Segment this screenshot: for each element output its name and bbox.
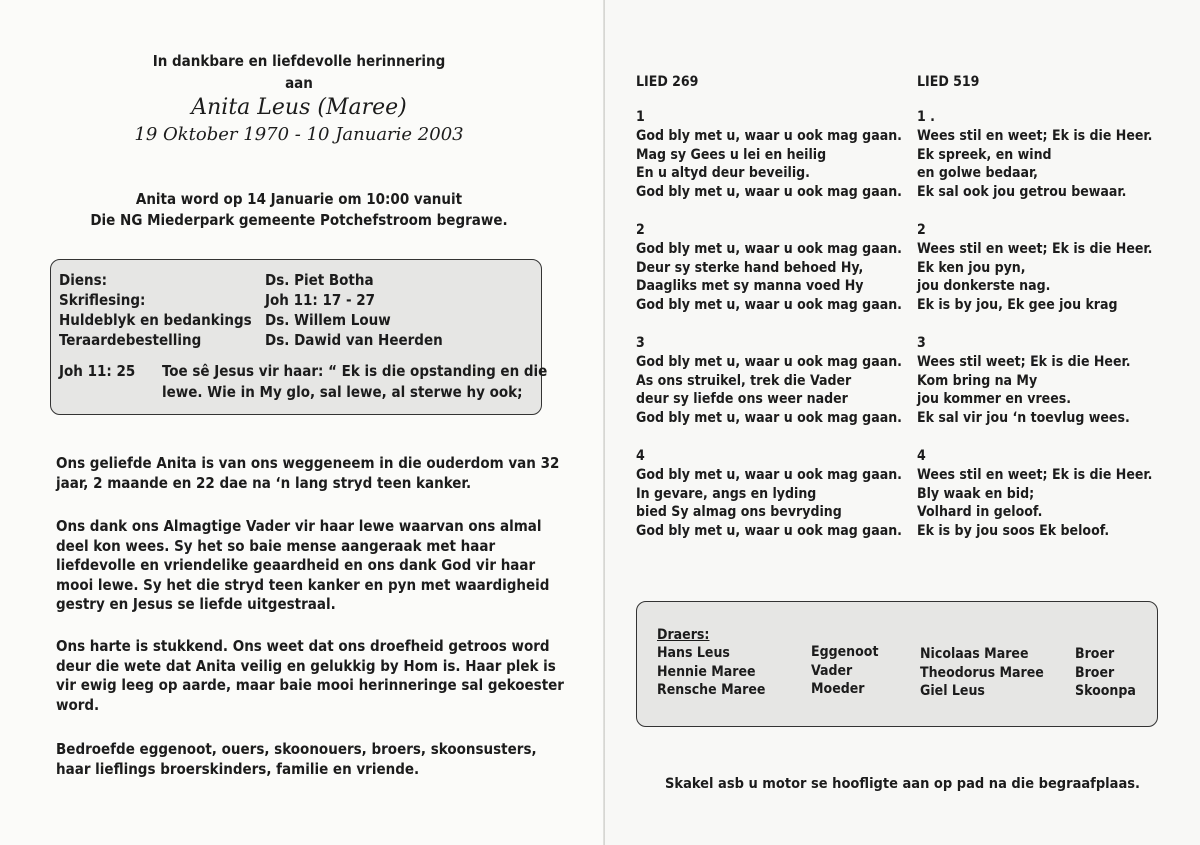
verse-line: jou donkerste nag. (917, 278, 1051, 295)
verse-reference: Joh 11: 25 (59, 362, 136, 380)
song-verse (917, 221, 1152, 315)
verse-line: Volhard in geloof. (917, 504, 1043, 521)
paragraph-line: haar lieflings broerskinders, familie en vriende. (56, 759, 420, 778)
memorial-heading: In dankbare en liefdevolle herinnering (152, 52, 446, 70)
service-value: Ds. Willem Louw (265, 311, 391, 329)
bearer-name: Giel Leus (920, 683, 985, 699)
verse-line: Ek sal vir jou ‘n toevlug wees. (917, 410, 1130, 427)
paragraph-line: Ons harte is stukkend. Ons weet dat ons droefheid getroos word (56, 637, 550, 655)
service-label: Huldeblyk en bedankings (59, 311, 252, 329)
verse-line: God bly met u, waar u ook mag gaan. (636, 297, 902, 314)
bearer-name: Rensche Maree (657, 682, 766, 698)
verse-line: Wees stil en weet; Ek is die Heer. (917, 127, 1153, 144)
verse-line: God bly met u, waar u ook mag gaan. (636, 184, 902, 201)
service-box (50, 259, 548, 415)
verse-number: 1 . (917, 109, 935, 125)
verse-line: Wees stil weet; Ek is die Heer. (917, 353, 1131, 370)
song-verse (917, 447, 1152, 541)
footer-note: Skakel asb u motor se hoofligte aan op pad na die begraafplaas. (665, 776, 1140, 792)
verse-line: Ek spreek, en wind (917, 146, 1052, 163)
bearers-title: Draers: (657, 627, 710, 643)
memorial-heading-aan: aan (285, 74, 313, 92)
verse-line: Deur sy sterke hand behoed Hy, (636, 259, 864, 276)
verse-line: God bly met u, waar u ook mag gaan. (636, 353, 902, 370)
bearer-role: Eggenoot (811, 644, 879, 660)
verse-line: Wees stil en weet; Ek is die Heer. (917, 240, 1153, 257)
verse-line: God bly met u, waar u ook mag gaan. (636, 523, 902, 540)
paragraph-line: vir ewig leeg op aarde, maar baie mooi herinneringe sal gekoester (56, 676, 564, 694)
song-verse (636, 108, 902, 202)
verse-line: Ek sal ook jou getrou bewaar. (917, 184, 1127, 201)
service-label: Teraardebestelling (59, 331, 202, 349)
service-label: Diens: (59, 271, 108, 289)
verse-line: Mag sy Gees u lei en heilig (636, 146, 827, 163)
funeral-announcement-line2: Die NG Miederpark gemeente Potchefstroom begrawe. (90, 211, 508, 229)
service-labels (59, 270, 252, 350)
verse-line: Bly waak en bid; (917, 485, 1035, 502)
paragraph-line: Ons geliefde Anita is van ons weggeneem in die ouderdom van 32 (56, 454, 560, 472)
paragraph-1 (56, 454, 560, 493)
right-page (605, 0, 1200, 845)
verse-line: God bly met u, waar u ook mag gaan. (636, 410, 902, 427)
verse-line: Ek is by jou soos Ek beloof. (917, 523, 1110, 540)
song-title: LIED 269 (636, 74, 699, 90)
life-dates: 19 Oktober 1970 - 10 Januarie 2003 (134, 124, 464, 145)
verse-number: 2 (636, 222, 645, 238)
bearer-name: Theodorus Maree (920, 664, 1044, 681)
bearer-role: Skoonpa (1075, 683, 1136, 699)
paragraph-line: Ons dank ons Almagtige Vader vir haar lewe waarvan ons almal (56, 517, 542, 535)
bearer-name: Nicolaas Maree (920, 646, 1029, 662)
verse-number: 1 (636, 109, 645, 125)
verse-line: en golwe bedaar, (917, 165, 1038, 182)
verse-line: In gevare, angs en lyding (636, 485, 817, 502)
verse-line: Wees stil en weet; Ek is die Heer. (917, 466, 1153, 483)
bearers-names-col1 (657, 644, 765, 700)
bearers-names-col2 (920, 645, 1044, 701)
verse-line: bied Sy almag ons bevryding (636, 504, 842, 521)
bearer-role: Moeder (811, 681, 865, 697)
verse-text-line1: Toe sê Jesus vir haar: “ Ek is die opstanding en die (162, 362, 548, 380)
deceased-name: Anita Leus (Maree) (191, 95, 407, 120)
song-verse (636, 221, 902, 315)
service-value: Ds. Dawid van Heerden (265, 331, 443, 349)
bearer-role: Broer (1075, 664, 1115, 681)
paragraph-4 (56, 740, 542, 779)
bearers-roles-col2 (1075, 645, 1136, 701)
paragraph-line: gestry en Jesus se liefde uitgestraal. (56, 595, 336, 613)
paragraph-line: word. (56, 695, 100, 714)
service-value: Ds. Piet Botha (265, 271, 374, 289)
verse-number: 3 (917, 335, 926, 351)
service-value: Joh 11: 17 - 27 (265, 291, 376, 309)
verse-line: Ek ken jou pyn, (917, 259, 1026, 276)
song-verse (636, 334, 902, 428)
paragraph-3 (56, 637, 564, 715)
verse-line: En u altyd deur beveilig. (636, 165, 810, 182)
paragraph-line: jaar, 2 maande en 22 dae na ‘n lang stryd teen kanker. (56, 473, 472, 492)
song-verse (917, 334, 1131, 428)
verse-number: 2 (917, 222, 926, 238)
verse-line: God bly met u, waar u ook mag gaan. (636, 466, 902, 483)
verse-line: Daagliks met sy manna voed Hy (636, 278, 864, 295)
service-label: Skriflesing: (59, 291, 146, 309)
paragraph-line: deur die wete dat Anita veilig en gelukkig by Hom is. Haar plek is (56, 656, 556, 675)
verse-line: God bly met u, waar u ook mag gaan. (636, 127, 902, 144)
verse-line: God bly met u, waar u ook mag gaan. (636, 240, 902, 257)
paragraph-line: deel kon wees. Sy het so baie mense aangeraak met haar (56, 536, 496, 555)
song-verse (917, 108, 1152, 202)
verse-line: Ek is by jou, Ek gee jou krag (917, 297, 1118, 314)
song-title: LIED 519 (917, 74, 980, 90)
verse-line: As ons struikel, trek die Vader (636, 372, 852, 389)
song-verse (636, 447, 902, 541)
verse-line: deur sy liefde ons weer nader (636, 391, 848, 408)
bearer-role: Broer (1075, 646, 1115, 662)
bearer-name: Hennie Maree (657, 663, 756, 680)
verse-line: jou kommer en vrees. (917, 391, 1072, 408)
service-values (265, 270, 443, 350)
verse-number: 4 (636, 448, 645, 464)
verse-line: Kom bring na My (917, 372, 1038, 389)
paragraph-line: Bedroefde eggenoot, ouers, skoonouers, broers, skoonsusters, (56, 740, 537, 758)
bearer-name: Hans Leus (657, 645, 730, 661)
paragraph-line: liefdevolle en vriendelike geaardheid en ons dank God vir haar (56, 556, 536, 574)
verse-number: 3 (636, 335, 645, 351)
verse-number: 4 (917, 448, 926, 464)
paragraph-line: mooi lewe. Sy het die stryd teen kanker en pyn met waardigheid (56, 575, 550, 594)
funeral-announcement-line1: Anita word op 14 Januarie om 10:00 vanuit (135, 190, 463, 208)
paragraph-2 (56, 517, 550, 615)
verse-text-line2: lewe. Wie in My glo, sal lewe, al sterwe hy ook; (162, 383, 523, 401)
bearers-box (636, 601, 1158, 727)
bearers-roles-col1 (811, 643, 878, 699)
bearer-role: Vader (811, 662, 853, 679)
